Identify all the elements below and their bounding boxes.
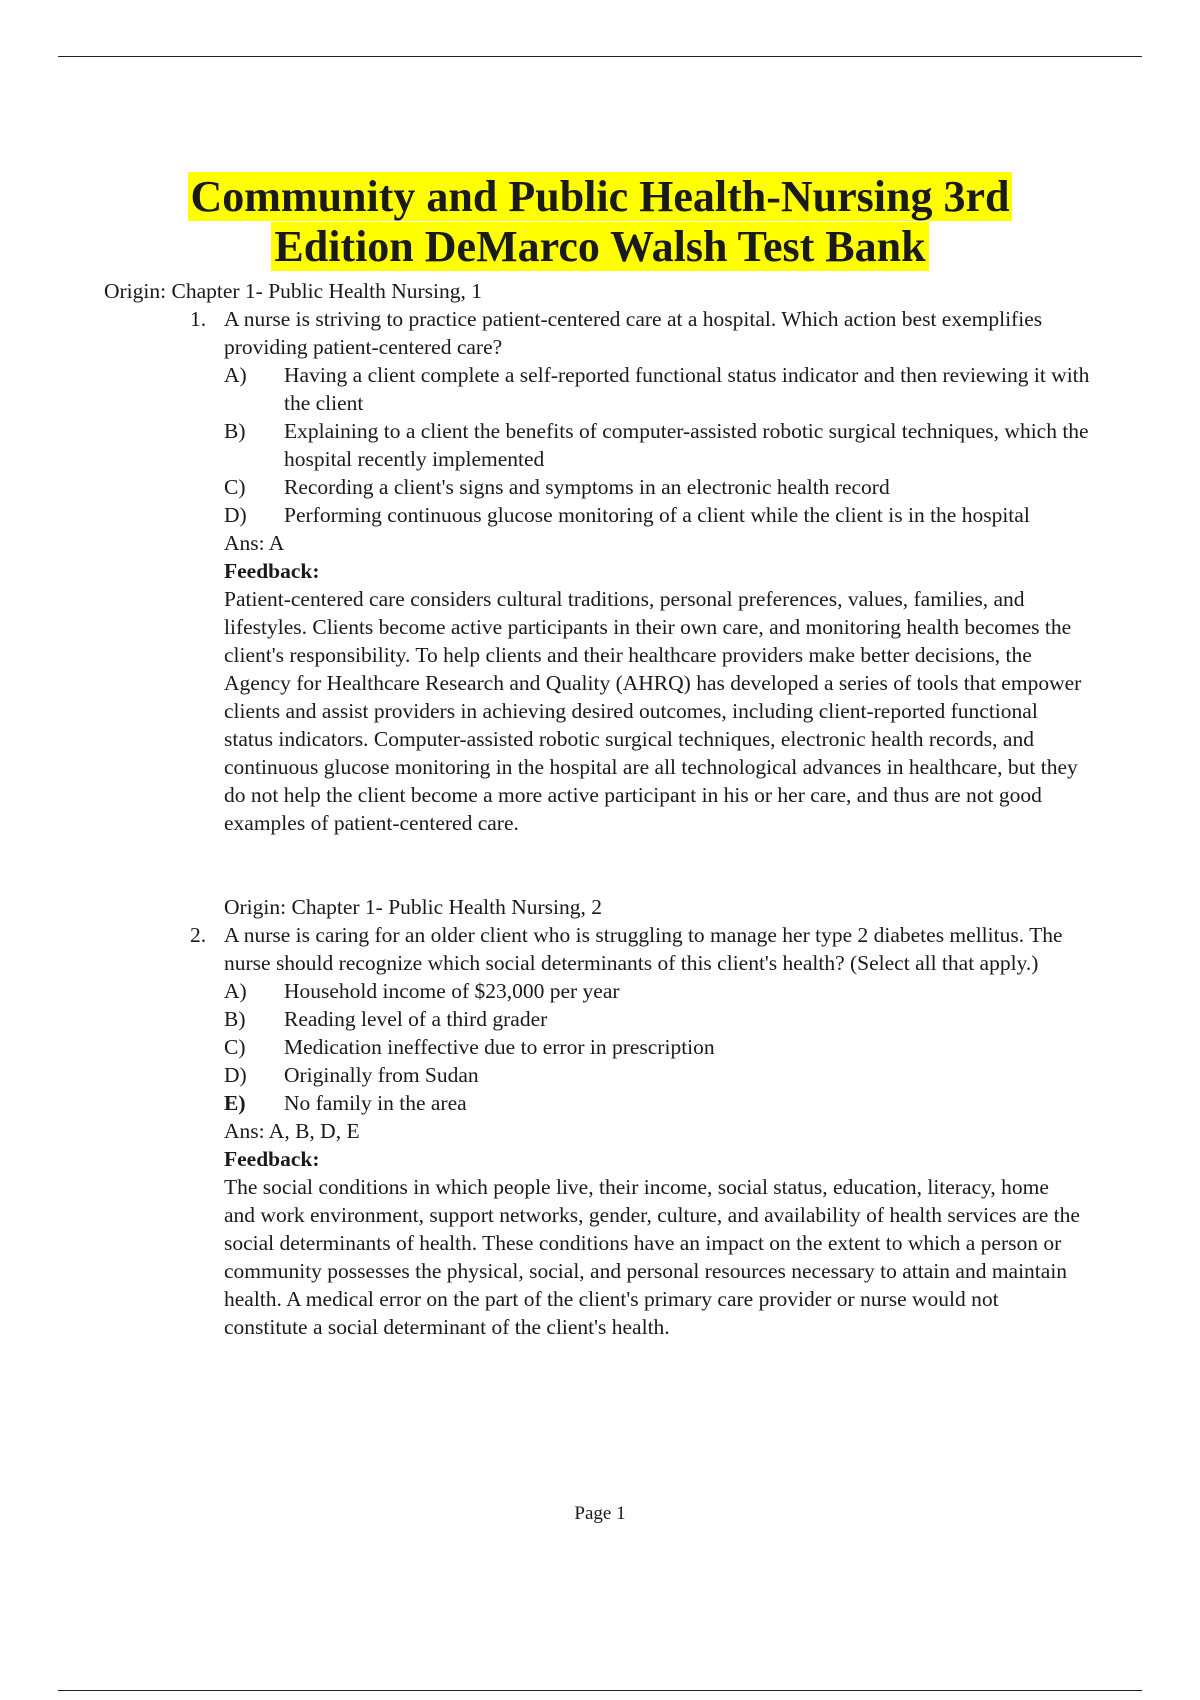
question-2-feedback-label: Feedback: xyxy=(224,1147,320,1171)
test-bank-content xyxy=(104,277,1104,1341)
option-letter: A) xyxy=(224,979,247,1003)
question-2-number: 2. xyxy=(190,923,207,947)
question-2 xyxy=(104,921,1104,1341)
question-1 xyxy=(104,305,1104,837)
option-item xyxy=(224,977,1104,1005)
option-item xyxy=(224,1061,1104,1089)
title-line-1: Community and Public Health-Nursing 3rd xyxy=(188,172,1013,221)
question-2-answer: Ans: A, B, D, E xyxy=(224,1119,360,1143)
option-text: Performing continuous glucose monitoring of a client while the client is in the hospital xyxy=(284,503,1030,527)
question-2-options xyxy=(224,977,1104,1117)
bottom-rule xyxy=(58,1690,1142,1691)
option-item xyxy=(224,417,1104,473)
option-text: Explaining to a client the benefits of computer-assisted robotic surgical techniques, which the hospital recently implemented xyxy=(284,419,1089,471)
option-item xyxy=(224,1089,1104,1117)
option-letter: D) xyxy=(224,503,247,527)
document-title xyxy=(0,172,1200,272)
option-letter: E) xyxy=(224,1091,246,1115)
option-text: Recording a client's signs and symptoms in an electronic health record xyxy=(284,475,890,499)
title-line-2: Edition DeMarco Walsh Test Bank xyxy=(271,222,928,271)
question-1-origin: Origin: Chapter 1- Public Health Nursing, 1 xyxy=(104,279,482,303)
option-text: Household income of $23,000 per year xyxy=(284,979,620,1003)
option-item xyxy=(224,361,1104,417)
question-1-options xyxy=(224,361,1104,529)
question-1-stem: A nurse is striving to practice patient-centered care at a hospital. Which action best exemplifies providing patient-centered care? xyxy=(224,307,1043,359)
question-2-feedback-text: The social conditions in which people live, their income, social status, education, literacy, home and work environment, support networks, gender, culture, and availability of health services are the social determinants of health. These conditions have an impact on the extent to which a person or community possesses the physical, social, and personal resources necessary to attain and maintain health. A medical error on the part of the client's primary care provider or nurse would not constitute a social determinant of the client's health. xyxy=(224,1175,1080,1339)
option-item xyxy=(224,1005,1104,1033)
option-letter: B) xyxy=(224,419,246,443)
option-letter: A) xyxy=(224,363,247,387)
question-1-feedback-text: Patient-centered care considers cultural traditions, personal preferences, values, families, and lifestyles. Clients become active participants in their own care, and monitoring health becomes the client's responsibility. To help clients and their healthcare providers make better decisions, the Agency for Healthcare Research and Quality (AHRQ) has developed a series of tools that empower clients and assist providers in achieving desired outcomes, including client-reported functional status indicators. Computer-assisted robotic surgical techniques, electronic health records, and continuous glucose monitoring in the hospital are all technological advances in healthcare, but they do not help the client become a more active participant in his or her care, and thus are not good examples of patient-centered care. xyxy=(224,587,1082,835)
question-1-number: 1. xyxy=(190,307,207,331)
question-1-feedback-label: Feedback: xyxy=(224,559,320,583)
option-letter: D) xyxy=(224,1063,247,1087)
option-letter: C) xyxy=(224,475,246,499)
option-text: Medication ineffective due to error in prescription xyxy=(284,1035,715,1059)
question-1-answer: Ans: A xyxy=(224,531,285,555)
top-rule xyxy=(58,56,1142,57)
page-number: Page 1 xyxy=(574,1503,626,1524)
option-text: No family in the area xyxy=(284,1091,467,1115)
option-text: Reading level of a third grader xyxy=(284,1007,548,1031)
option-letter: C) xyxy=(224,1035,246,1059)
option-letter: B) xyxy=(224,1007,246,1031)
option-text: Originally from Sudan xyxy=(284,1063,479,1087)
option-item xyxy=(224,1033,1104,1061)
option-text: Having a client complete a self-reported functional status indicator and then reviewing it with the client xyxy=(284,363,1090,415)
question-2-origin: Origin: Chapter 1- Public Health Nursing, 2 xyxy=(224,895,602,919)
question-2-stem: A nurse is caring for an older client who is struggling to manage her type 2 diabetes mellitus. The nurse should recognize which social determinants of this client's health? (Select all that apply.) xyxy=(224,923,1063,975)
option-item xyxy=(224,473,1104,501)
option-item xyxy=(224,501,1104,529)
